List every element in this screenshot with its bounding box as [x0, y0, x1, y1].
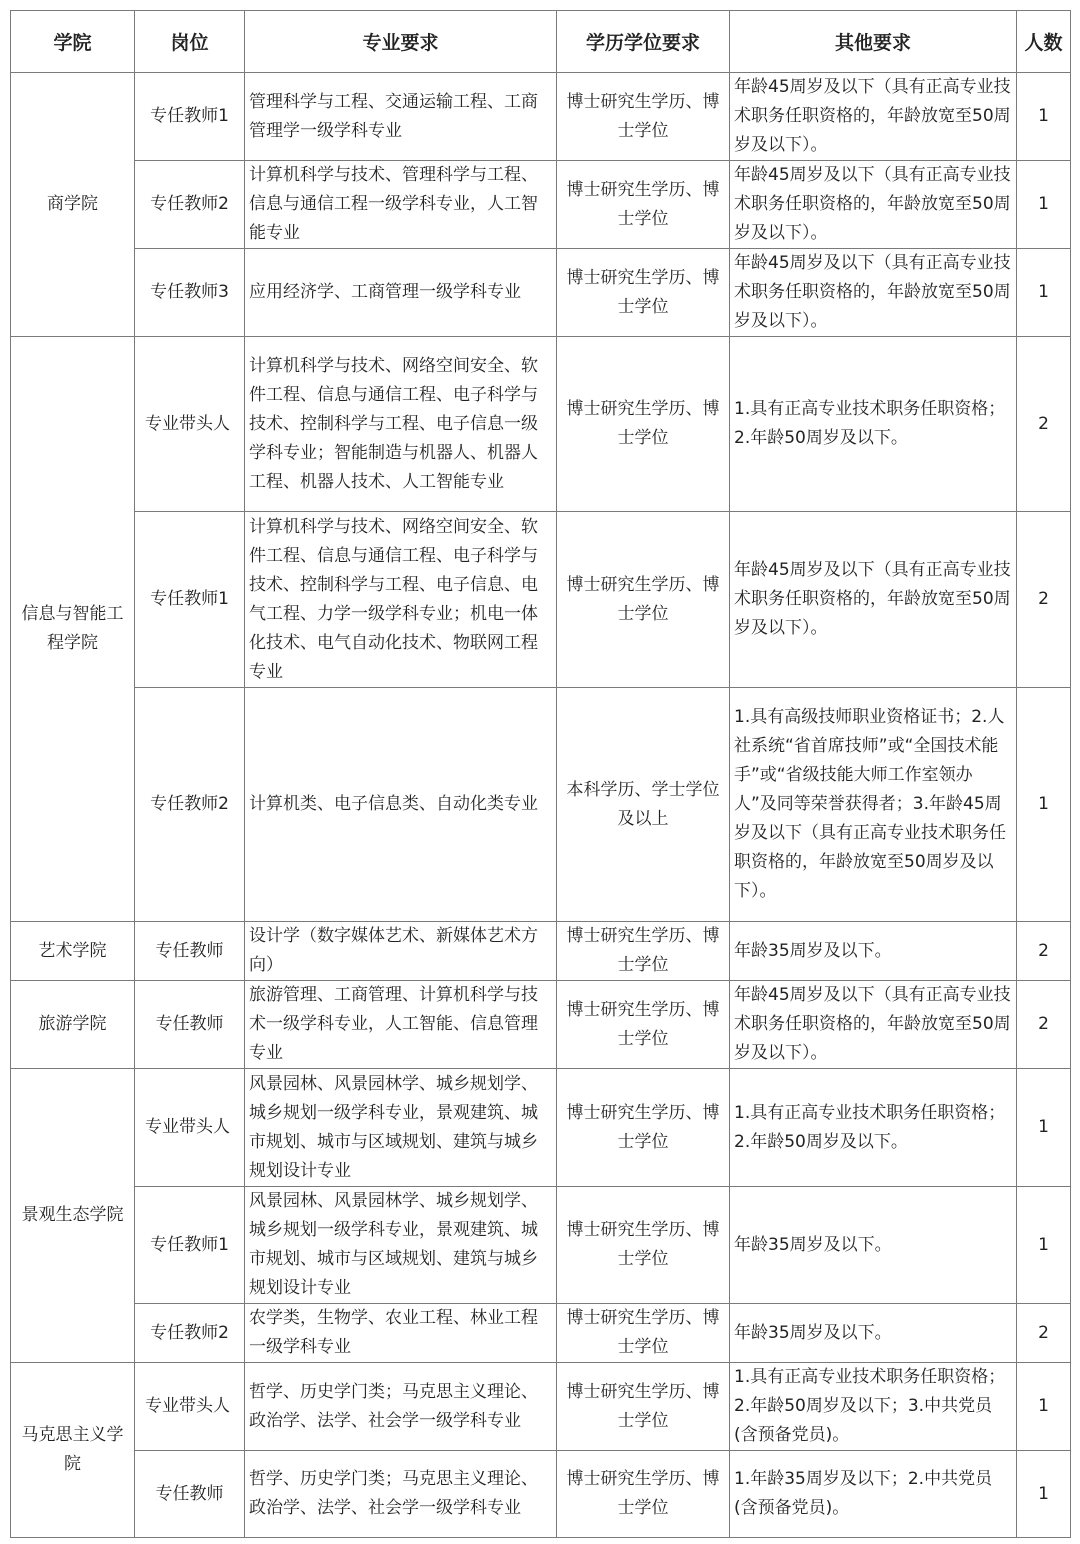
college-cell: 信息与智能工程学院	[11, 337, 135, 922]
count-cell: 1	[1017, 1187, 1071, 1304]
table-row	[11, 1187, 1071, 1304]
other-cell: 年龄45周岁及以下（具有正高专业技术职务任职资格的，年龄放宽至50周岁及以下）。	[730, 512, 1017, 688]
count-cell: 1	[1017, 1451, 1071, 1538]
position-cell: 专任教师	[135, 922, 245, 981]
major-cell: 计算机科学与技术、管理科学与工程、信息与通信工程一级学科专业，人工智能专业	[245, 161, 557, 249]
other-cell: 1.具有正高专业技术职务任职资格；2.年龄50周岁及以下；3.中共党员(含预备党员)。	[730, 1363, 1017, 1451]
header-college: 学院	[11, 11, 135, 73]
position-cell: 专任教师2	[135, 1304, 245, 1363]
degree-cell: 博士研究生学历、博士学位	[557, 1363, 730, 1451]
position-cell: 专任教师1	[135, 512, 245, 688]
degree-cell: 博士研究生学历、博士学位	[557, 73, 730, 161]
position-cell: 专任教师2	[135, 161, 245, 249]
college-cell: 旅游学院	[11, 981, 135, 1069]
major-cell: 旅游管理、工商管理、计算机科学与技术一级学科专业，人工智能、信息管理专业	[245, 981, 557, 1069]
position-cell: 专任教师2	[135, 688, 245, 922]
header-degree: 学历学位要求	[557, 11, 730, 73]
degree-cell: 博士研究生学历、博士学位	[557, 922, 730, 981]
table-row	[11, 161, 1071, 249]
other-cell: 1.具有正高专业技术职务任职资格；2.年龄50周岁及以下。	[730, 337, 1017, 512]
other-cell: 年龄45周岁及以下（具有正高专业技术职务任职资格的，年龄放宽至50周岁及以下）。	[730, 249, 1017, 337]
count-cell: 1	[1017, 1069, 1071, 1187]
college-cell: 马克思主义学院	[11, 1363, 135, 1538]
header-count: 人数	[1017, 11, 1071, 73]
other-cell: 年龄35周岁及以下。	[730, 922, 1017, 981]
count-cell: 2	[1017, 337, 1071, 512]
other-cell: 年龄45周岁及以下（具有正高专业技术职务任职资格的，年龄放宽至50周岁及以下）。	[730, 73, 1017, 161]
other-cell: 1.具有正高专业技术职务任职资格；2.年龄50周岁及以下。	[730, 1069, 1017, 1187]
major-cell: 管理科学与工程、交通运输工程、工商管理学一级学科专业	[245, 73, 557, 161]
major-cell: 计算机科学与技术、网络空间安全、软件工程、信息与通信工程、电子科学与技术、控制科学与工程、电子信息、电气工程、力学一级学科专业；机电一体化技术、电气自动化技术、物联网工程专业	[245, 512, 557, 688]
degree-cell: 博士研究生学历、博士学位	[557, 1069, 730, 1187]
table-row	[11, 922, 1071, 981]
college-cell: 艺术学院	[11, 922, 135, 981]
degree-cell: 博士研究生学历、博士学位	[557, 1451, 730, 1538]
position-cell: 专任教师1	[135, 1187, 245, 1304]
table-row	[11, 1069, 1071, 1187]
major-cell: 风景园林、风景园林学、城乡规划学、城乡规划一级学科专业，景观建筑、城市规划、城市与区域规划、建筑与城乡规划设计专业	[245, 1187, 557, 1304]
table-row	[11, 688, 1071, 922]
count-cell: 1	[1017, 688, 1071, 922]
degree-cell: 博士研究生学历、博士学位	[557, 1187, 730, 1304]
header-major: 专业要求	[245, 11, 557, 73]
major-cell: 计算机科学与技术、网络空间安全、软件工程、信息与通信工程、电子科学与技术、控制科学与工程、电子信息一级学科专业；智能制造与机器人、机器人工程、机器人技术、人工智能专业	[245, 337, 557, 512]
table-row	[11, 249, 1071, 337]
degree-cell: 本科学历、学士学位及以上	[557, 688, 730, 922]
major-cell: 哲学、历史学门类；马克思主义理论、政治学、法学、社会学一级学科专业	[245, 1363, 557, 1451]
table-row	[11, 1451, 1071, 1538]
count-cell: 1	[1017, 161, 1071, 249]
count-cell: 2	[1017, 512, 1071, 688]
degree-cell: 博士研究生学历、博士学位	[557, 337, 730, 512]
major-cell: 风景园林、风景园林学、城乡规划学、城乡规划一级学科专业，景观建筑、城市规划、城市与区域规划、建筑与城乡规划设计专业	[245, 1069, 557, 1187]
degree-cell: 博士研究生学历、博士学位	[557, 981, 730, 1069]
table-row	[11, 337, 1071, 512]
position-cell: 专业带头人	[135, 337, 245, 512]
table-row	[11, 512, 1071, 688]
header-row	[11, 11, 1071, 73]
major-cell: 农学类，生物学、农业工程、林业工程一级学科专业	[245, 1304, 557, 1363]
count-cell: 1	[1017, 1363, 1071, 1451]
degree-cell: 博士研究生学历、博士学位	[557, 1304, 730, 1363]
major-cell: 应用经济学、工商管理一级学科专业	[245, 249, 557, 337]
degree-cell: 博士研究生学历、博士学位	[557, 161, 730, 249]
degree-cell: 博士研究生学历、博士学位	[557, 249, 730, 337]
other-cell: 1.年龄35周岁及以下；2.中共党员(含预备党员)。	[730, 1451, 1017, 1538]
degree-cell: 博士研究生学历、博士学位	[557, 512, 730, 688]
major-cell: 哲学、历史学门类；马克思主义理论、政治学、法学、社会学一级学科专业	[245, 1451, 557, 1538]
table-row	[11, 1304, 1071, 1363]
count-cell: 2	[1017, 1304, 1071, 1363]
header-position: 岗位	[135, 11, 245, 73]
position-cell: 专任教师	[135, 1451, 245, 1538]
position-cell: 专任教师	[135, 981, 245, 1069]
college-cell: 商学院	[11, 73, 135, 337]
major-cell: 设计学（数字媒体艺术、新媒体艺术方向）	[245, 922, 557, 981]
major-cell: 计算机类、电子信息类、自动化类专业	[245, 688, 557, 922]
header-other: 其他要求	[730, 11, 1017, 73]
position-cell: 专业带头人	[135, 1363, 245, 1451]
other-cell: 年龄45周岁及以下（具有正高专业技术职务任职资格的，年龄放宽至50周岁及以下）。	[730, 981, 1017, 1069]
count-cell: 1	[1017, 73, 1071, 161]
table-row	[11, 1363, 1071, 1451]
position-cell: 专任教师1	[135, 73, 245, 161]
other-cell: 年龄35周岁及以下。	[730, 1187, 1017, 1304]
table-row	[11, 981, 1071, 1069]
position-cell: 专任教师3	[135, 249, 245, 337]
other-cell: 1.具有高级技师职业资格证书；2.人社系统“省首席技师”或“全国技术能手”或“省级技能大师工作室领办人”及同等荣誉获得者；3.年龄45周岁及以下（具有正高专业技术职务任职资格的，年龄放宽至50周岁及以下）。	[730, 688, 1017, 922]
college-cell: 景观生态学院	[11, 1069, 135, 1363]
recruitment-table	[10, 10, 1071, 1538]
other-cell: 年龄45周岁及以下（具有正高专业技术职务任职资格的，年龄放宽至50周岁及以下）。	[730, 161, 1017, 249]
count-cell: 2	[1017, 981, 1071, 1069]
position-cell: 专业带头人	[135, 1069, 245, 1187]
count-cell: 2	[1017, 922, 1071, 981]
count-cell: 1	[1017, 249, 1071, 337]
other-cell: 年龄35周岁及以下。	[730, 1304, 1017, 1363]
recruitment-table-container	[10, 10, 1071, 1538]
table-row	[11, 73, 1071, 161]
